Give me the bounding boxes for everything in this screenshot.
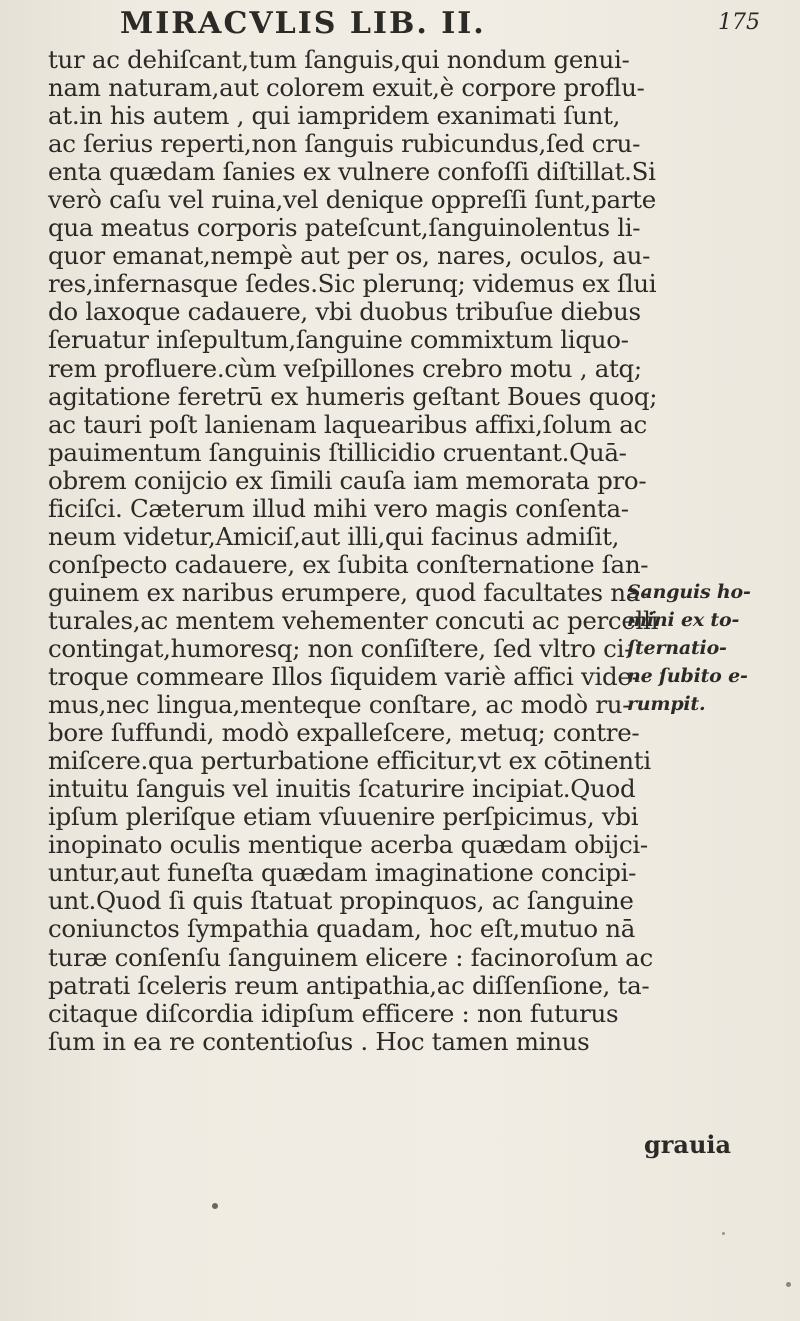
text-line: quor emanat,nempè aut per os, nares, oculos, au- <box>48 241 651 271</box>
text-line: enta quædam ſanies ex vulnere confoſſi diſtillat.Si <box>48 157 656 187</box>
text-line: verò caſu vel ruina,vel denique oppreſſi ſunt,parte <box>48 185 656 215</box>
text-line: guinem ex naribus erumpere, quod facultates na- <box>48 577 649 607</box>
text-line: contingat,humoresq; non conſiſtere, ſed vltro ci- <box>48 633 633 663</box>
ink-speck <box>212 1203 218 1209</box>
text-line: ac tauri poſt lanienam laquearibus affixi,ſolum ac <box>48 409 647 439</box>
running-title: MIRACVLIS LIB. II. <box>120 6 486 41</box>
text-line: mus,nec lingua,menteque conſtare, ac modò ru- <box>48 690 631 720</box>
text-line: turæ conſenſu ſanguinem elicere : facinoroſum ac <box>48 942 653 972</box>
text-line: at.in his autem , qui iampridem exanimati ſunt, <box>48 101 621 131</box>
text-line: rem profluere.cùm veſpillones crebro motu , atq; <box>48 353 642 383</box>
running-head <box>120 6 760 46</box>
text-line: ficiſci. Cæterum illud mihi vero magis conſenta- <box>48 493 629 523</box>
text-line: obrem conijcio ex ſimili cauſa iam memorata pro- <box>48 465 647 495</box>
text-line: inopinato oculis mentique acerba quædam obijci- <box>48 830 648 860</box>
text-line: patrati ſceleris reum antipathia,ac diſſenſione, ta- <box>48 970 650 1000</box>
text-line: ſum in ea re contentioſus . Hoc tamen minus <box>48 1026 590 1056</box>
marginal-note-line: Sanguis ho- <box>627 581 751 603</box>
text-line: citaque diſcordia idipſum efficere : non futurus <box>48 998 619 1028</box>
text-line: ac ſerius reperti,non ſanguis rubicundus,ſed cru- <box>48 129 641 159</box>
text-line: ipſum pleriſque etiam vſuuenire perſpicimus, vbi <box>48 802 639 832</box>
ink-speck <box>722 1232 725 1235</box>
text-line: bore ſuffundi, modò expalleſcere, metuq; contre- <box>48 718 640 748</box>
text-line: miſcere.qua perturbatione efficitur,vt ex cōtinenti <box>48 746 651 776</box>
ink-speck <box>786 1282 791 1287</box>
text-line: do laxoque cadauere, vbi duobus tribuſue diebus <box>48 297 641 327</box>
text-line: intuitu ſanguis vel inuitis ſcaturire incipiat.Quod <box>48 774 636 804</box>
text-line: untur,aut funeſta quædam imaginatione concipi- <box>48 858 637 888</box>
text-line: qua meatus corporis pateſcunt,ſanguinolentus li- <box>48 213 641 243</box>
marginal-note-line: mini ex to- <box>627 609 740 631</box>
text-line: coniunctos ſympathia quadam, hoc eſt,mutuo nā <box>48 914 636 944</box>
text-line: neum videtur,Amiciſ,aut illi,qui facinus admiſit, <box>48 521 620 551</box>
text-line: unt.Quod ſi quis ſtatuat propinquos, ac ſanguine <box>48 886 634 916</box>
text-line: res,infernasque ſedes.Sic plerunq; videmus ex ſlui <box>48 269 657 299</box>
text-line: conſpecto cadauere, ex ſubita conſternatione ſan- <box>48 549 649 579</box>
text-line: turales,ac mentem vehementer concuti ac percelli <box>48 605 659 635</box>
text-line: pauimentum ſanguinis ſtillicidio cruentant.Quā- <box>48 437 627 467</box>
text-line: ſeruatur inſepultum,ſanguine commixtum liquo- <box>48 325 629 355</box>
marginal-note-line: ne ſubito e- <box>627 665 748 687</box>
text-line: tur ac dehiſcant,tum ſanguis,qui nondum genui- <box>48 45 630 74</box>
catchword: grauia <box>644 1130 732 1159</box>
text-line: troque commeare Illos ſiquidem variè affici vide- <box>48 662 640 692</box>
marginal-note-line: ſternatio- <box>627 637 727 659</box>
text-line: agitatione feretrū ex humeris geſtant Boues quoq; <box>48 381 658 411</box>
marginal-note-line: rumpit. <box>627 693 706 715</box>
page-number: 175 <box>718 10 760 35</box>
text-line: nam naturam,aut colorem exuit,è corpore proflu- <box>48 73 645 103</box>
marginal-note <box>627 578 797 718</box>
main-text <box>48 46 738 1056</box>
